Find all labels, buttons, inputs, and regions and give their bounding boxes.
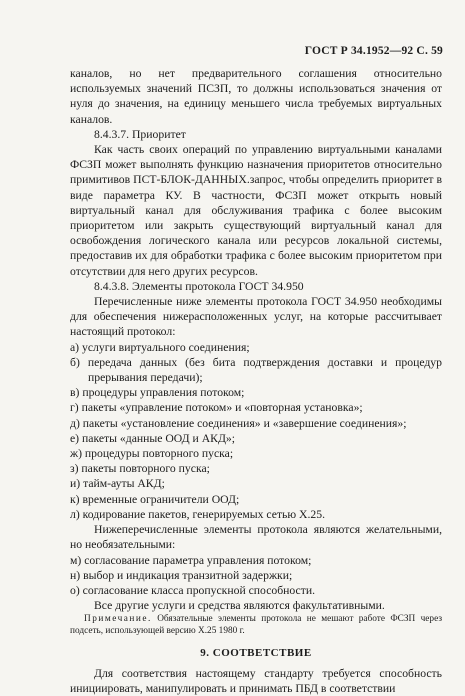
body-text: [70, 66, 442, 696]
paragraph: Как часть своих операций по управлению виртуальными каналами ФСЗП может выполнять функцию назначения приоритетов относительно примитивов ПСТ-БЛОК-ДАННЫХ.запрос, чтобы определить приоритет в виде параметра КУ. В частности, ФСЗП может открыть новый виртуальный канал для обслуживания трафика с более высоким приоритетом или закрыть существующий виртуальный канал для освобождения логического канала или ресурсов локальной системы, предоставив их для обработки трафика с более высоким приоритетом при отсутствии для него других ресурсов.: [70, 143, 442, 278]
note-label: Примечание.: [84, 614, 152, 625]
section-title: 9. СООТВЕТСТВИЕ: [200, 647, 312, 660]
paragraph-list: [70, 66, 442, 613]
list-item: о) согласование класса пропускной способности.: [70, 583, 316, 597]
list-item: к) временные ограничители ООД;: [70, 492, 240, 506]
list-item: б) передача данных (без бита подтверждения доставки и процедур прерывания передачи);: [70, 355, 442, 385]
list-item: и) тайм-ауты АКД;: [70, 477, 165, 491]
paragraph: Все другие услуги и средства являются факультативными.: [94, 599, 385, 613]
note-text: Обязательные элементы протокола не мешают работе ФСЗП через подсеть, использующей версию Х.25 1980 г.: [70, 614, 442, 637]
list-item: ж) процедуры повторного пуска;: [70, 447, 234, 461]
list-item: в) процедуры управления потоком;: [70, 386, 245, 400]
list-item: н) выбор и индикация транзитной задержки;: [70, 568, 293, 582]
subsection-heading: 8.4.3.7. Приоритет: [94, 127, 186, 141]
note: [70, 613, 442, 637]
list-item: з) пакеты повторного пуска;: [70, 462, 210, 476]
list-item: г) пакеты «управление потоком» и «повторная установка»;: [70, 401, 363, 415]
list-item: л) кодирование пакетов, генерируемых сетью Х.25.: [70, 507, 326, 521]
final-paragraph: Для соответствия настоящему стандарту требуется способность инициировать, манипулировать и принимать ПБД в соответствии: [70, 666, 442, 695]
list-item: м) согласование параметра управления потоком;: [70, 553, 312, 567]
subsection-heading: 8.4.3.8. Элементы протокола ГОСТ 34.950: [94, 279, 304, 293]
list-item: е) пакеты «данные ООД и АКД»;: [70, 431, 236, 445]
list-item: д) пакеты «установление соединения» и «завершение соединения»;: [70, 416, 407, 430]
paragraph: Нижеперечисленные элементы протокола являются желательными, но необязательными:: [70, 523, 442, 552]
list-item: а) услуги виртуального соединения;: [70, 340, 250, 354]
page-header: ГОСТ Р 34.1952—92 С. 59: [304, 45, 443, 57]
paragraph: каналов, но нет предварительного соглашения относительно используемых значений ПСЗП, то должны использоваться значения от нуля до значения, на единицу меньшего числа требуемых виртуальных каналов.: [70, 67, 442, 126]
paragraph: Перечисленные ниже элементы протокола ГОСТ 34.950 необходимы для обеспечения нижерасположенных услуг, на которые рассчитывает настоящий протокол:: [70, 295, 442, 339]
